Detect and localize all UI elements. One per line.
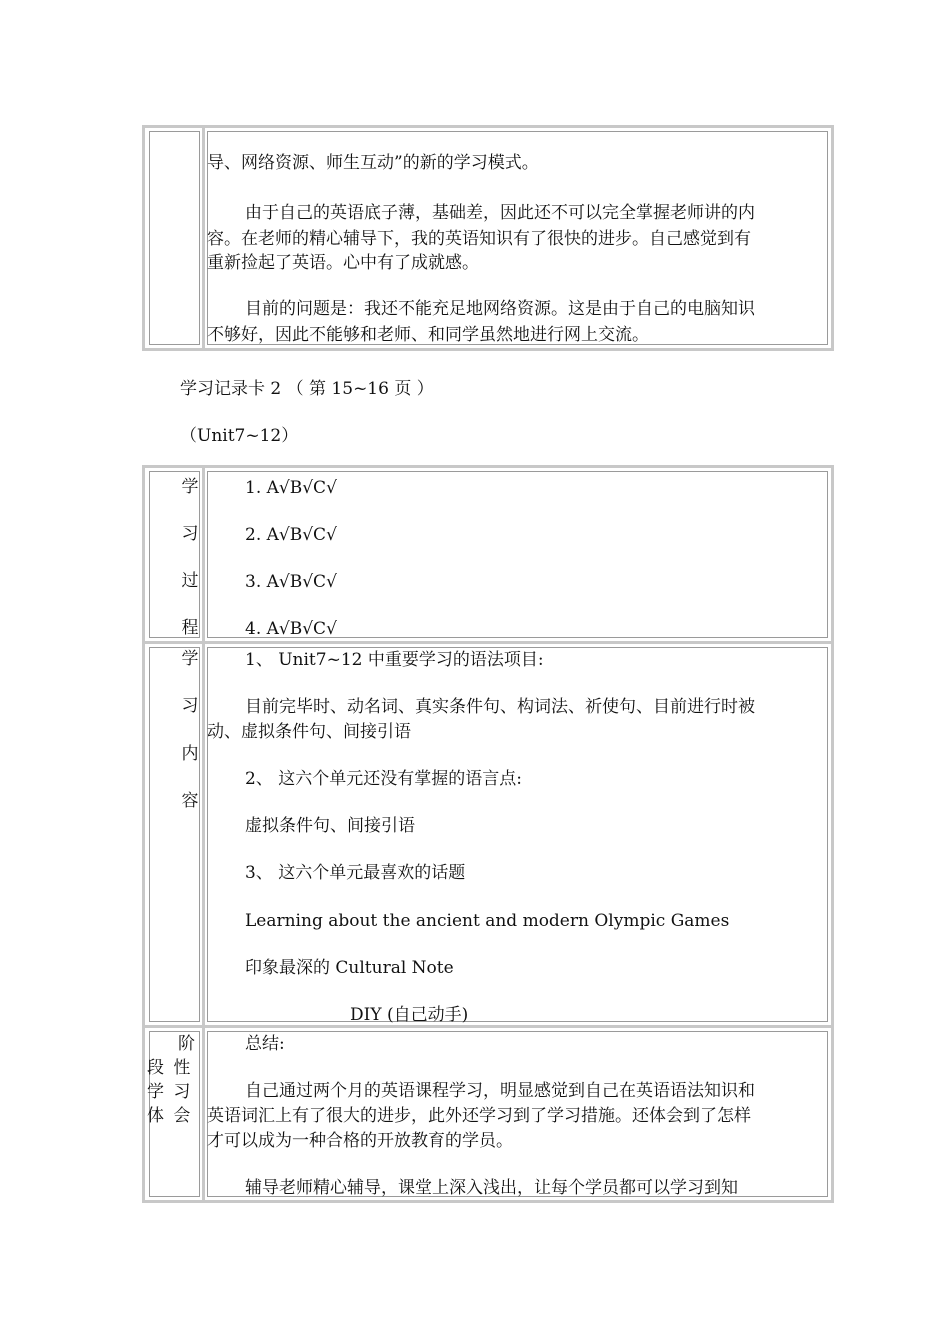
reflection-line: 容。在老师的精心辅导下，我的英语知识有了很快的进步。自己感觉到有 (207, 229, 751, 249)
stage-reflection-row (145, 1028, 831, 1200)
row-label-char: 习 (181, 696, 199, 716)
row-label-char: 容 (181, 791, 199, 811)
reflection-line: 导、网络资源、师生互动”的新的学习模式。 (207, 153, 539, 173)
left-empty-cell (145, 128, 205, 348)
summary-line: 英语词汇上有了很大的进步，此外还学习到了学习措施。还体会到了怎样 (207, 1106, 751, 1126)
process-item: 4. A√B√C√ (245, 619, 337, 639)
process-item: 1. A√B√C√ (245, 478, 337, 498)
content-line: 动、虚拟条件句、间接引语 (207, 722, 411, 742)
learning-process-row (145, 468, 831, 644)
record-card-title: 学习记录卡 2 （ 第 15~16 页 ） (180, 379, 434, 399)
summary-line: 自己通过两个月的英语课程学习，明显感觉到自己在英语语法知识和 (245, 1081, 755, 1101)
process-item: 2. A√B√C√ (245, 525, 337, 545)
summary-line: 总结: (245, 1034, 285, 1054)
content-line: DIY (自己动手) (350, 1005, 469, 1025)
content-line: Learning about the ancient and modern Olympic Games (245, 911, 730, 931)
process-item: 3. A√B√C√ (245, 572, 337, 592)
content-line: 1、 Unit7~12 中重要学习的语法项目: (245, 650, 544, 670)
content-line: 3、 这六个单元最喜欢的话题 (245, 863, 466, 883)
content-line: 印象最深的 Cultural Note (245, 958, 454, 978)
reflection-line: 不够好，因此不能够和老师、和同学虽然地进行网上交流。 (207, 325, 649, 345)
content-line: 目前完毕时、动名词、真实条件句、构词法、祈使句、目前进行时被 (245, 697, 755, 717)
summary-line: 辅导老师精心辅导，课堂上深入浅出，让每个学员都可以学习到知 (245, 1178, 738, 1198)
reflection-line: 目前的问题是：我还不能充足地网络资源。这是由于自己的电脑知识 (245, 299, 755, 319)
learning-content-row (145, 644, 831, 1028)
row-label-line: 阶 (178, 1034, 195, 1054)
row-label-line: 学 习 (147, 1082, 193, 1102)
reflection-line: 由于自己的英语底子薄，基础差，因此还不可以完全掌握老师讲的内 (245, 203, 755, 223)
row-label-line: 体 会 (147, 1106, 193, 1126)
row-label-char: 过 (181, 571, 199, 591)
unit-range-caption: （Unit7~12） (180, 426, 299, 446)
row-label-char: 习 (181, 524, 199, 544)
reflection-line: 重新捡起了英语。心中有了成就感。 (207, 253, 479, 273)
row-label-char: 学 (181, 649, 199, 669)
row-label-line: 段 性 (147, 1058, 193, 1078)
row-label-char: 学 (181, 477, 199, 497)
row-label-char: 程 (181, 618, 199, 638)
summary-line: 才可以成为一种合格的开放教育的学员。 (207, 1131, 513, 1151)
content-line: 2、 这六个单元还没有掌握的语言点: (245, 769, 522, 789)
content-line: 虚拟条件句、间接引语 (245, 816, 415, 836)
record-card-table (142, 465, 834, 1203)
reflection-table-continued (142, 125, 834, 351)
row-label-char: 内 (181, 744, 199, 764)
